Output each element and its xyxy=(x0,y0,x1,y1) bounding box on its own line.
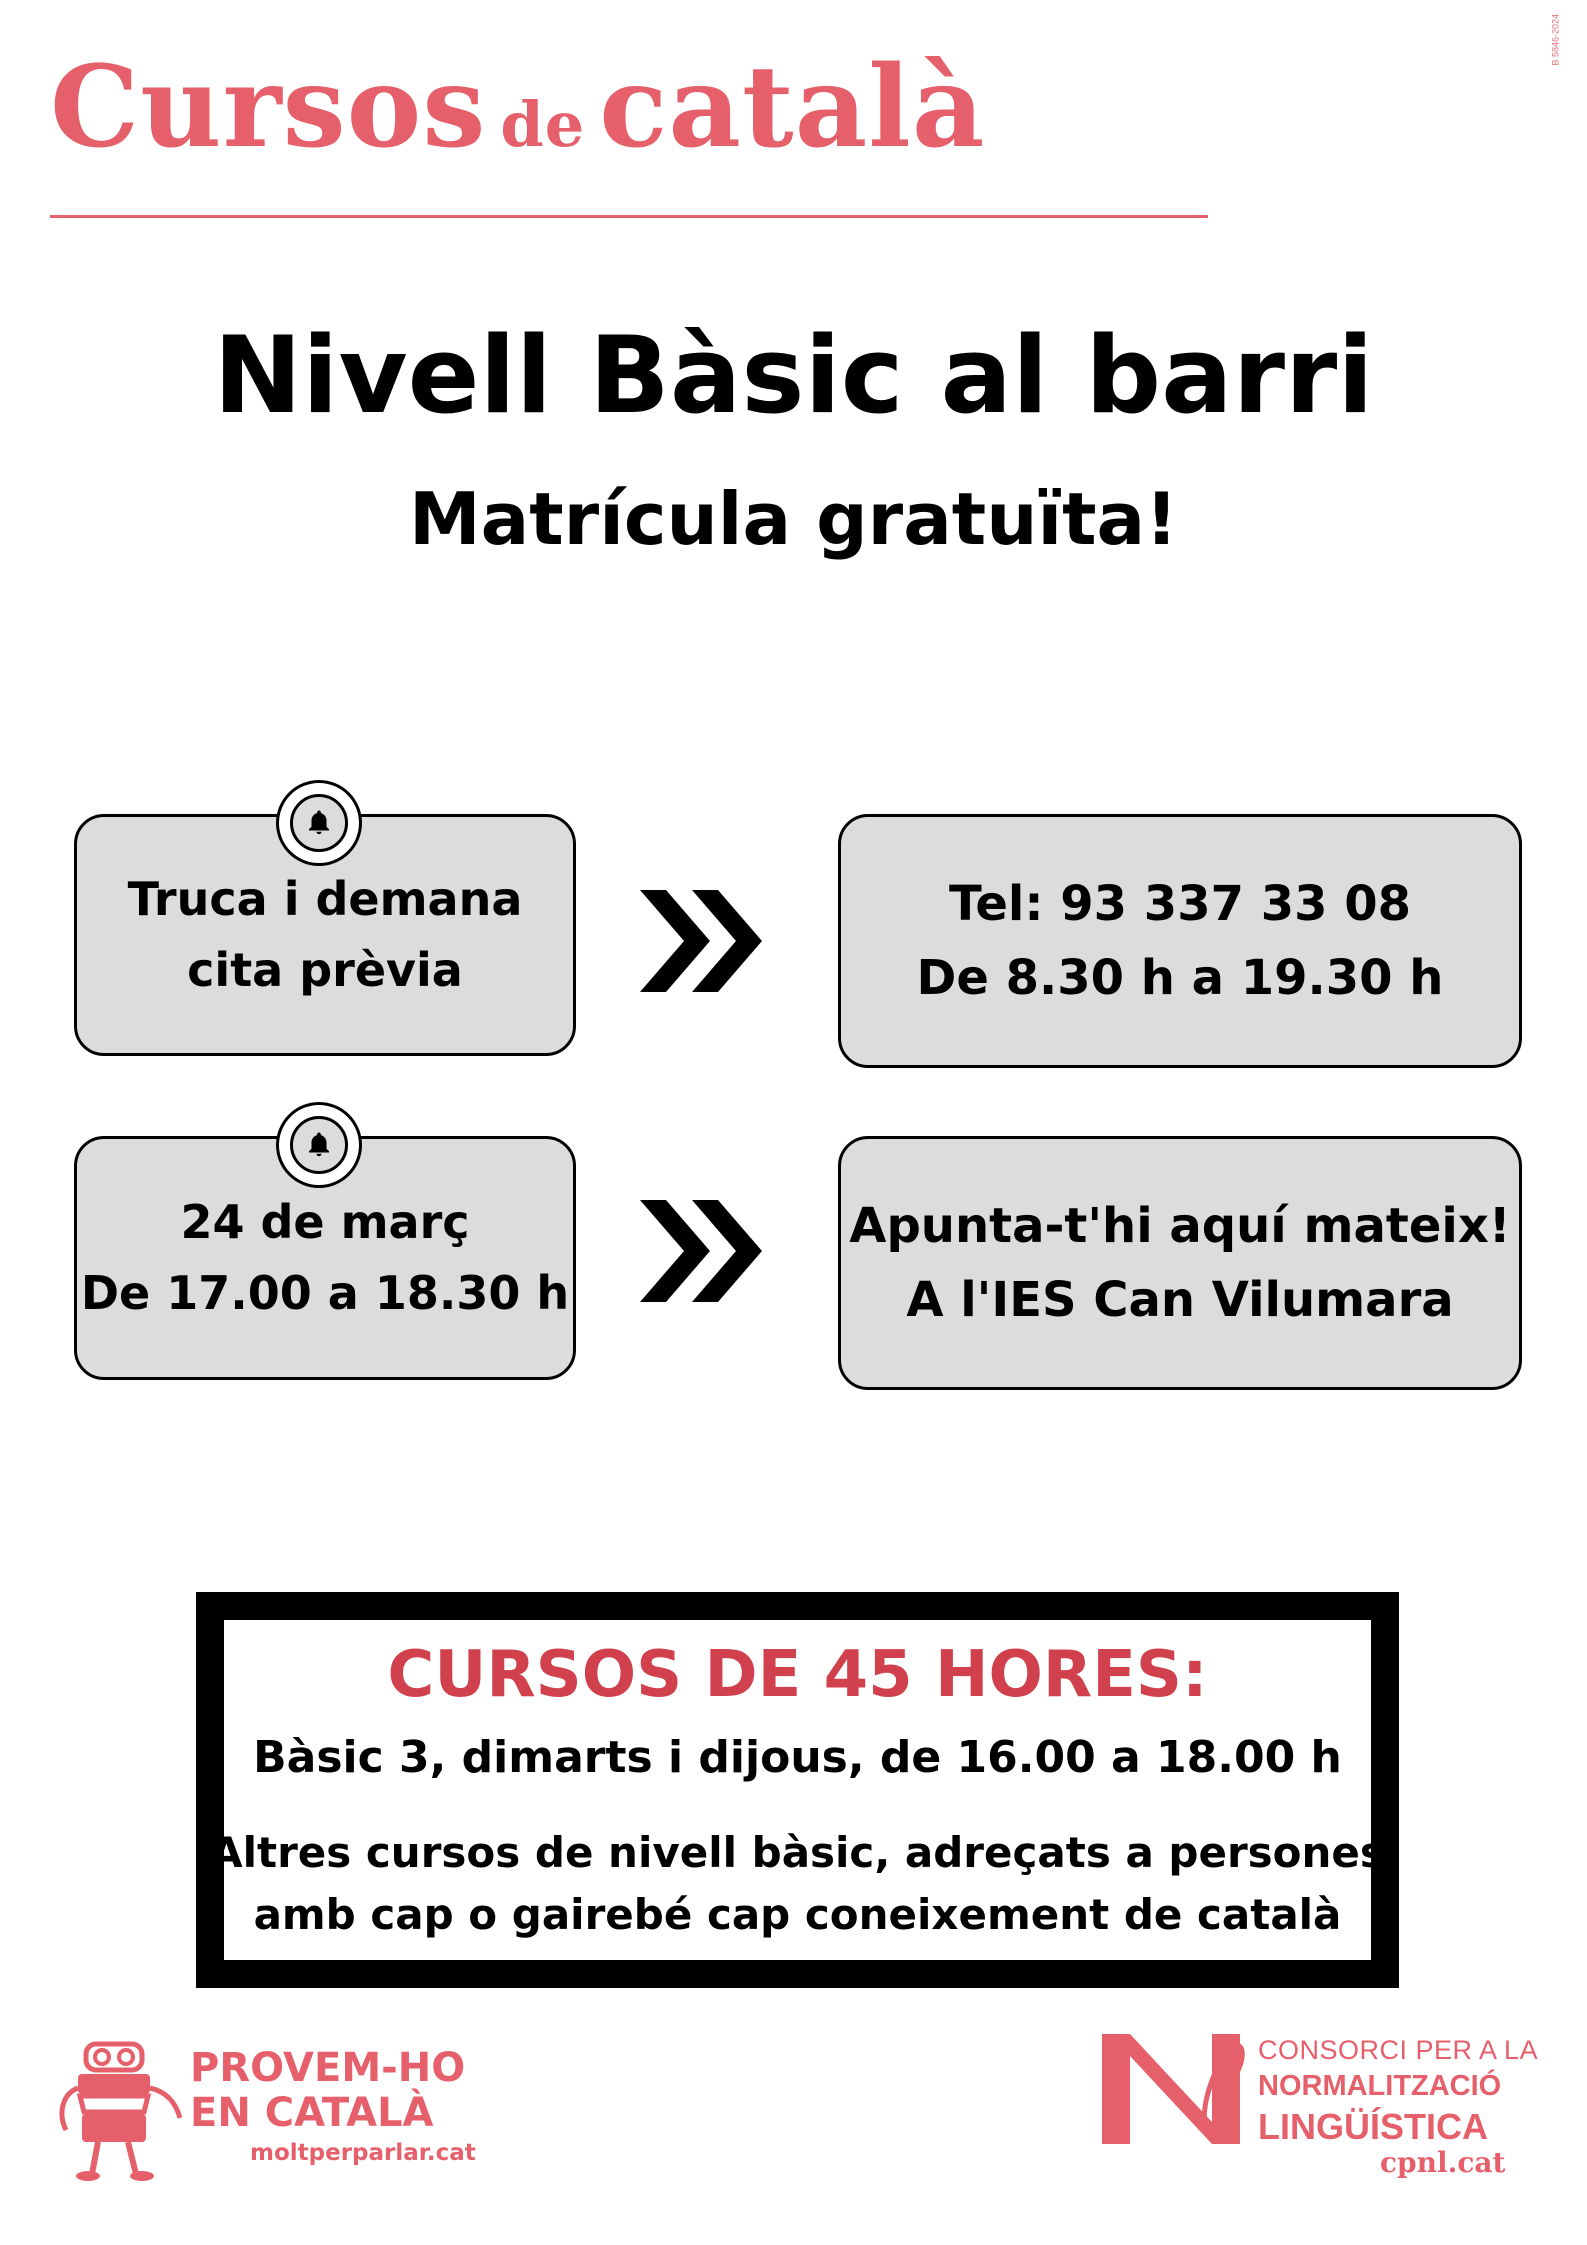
step2-right-box xyxy=(838,1136,1522,1390)
campaign-title-line2: EN CATALÀ xyxy=(190,2089,434,2136)
bell-icon xyxy=(276,1102,362,1188)
header-title xyxy=(50,42,986,173)
step2-signup: Apunta-t'hi aquí mateix! xyxy=(849,1197,1511,1254)
campaign-title xyxy=(190,2046,465,2136)
chevron-right-double-icon xyxy=(636,1196,766,1306)
cpnl-url: cpnl.cat xyxy=(1380,2146,1506,2179)
bell-icon xyxy=(276,780,362,866)
legal-deposit: B 5846-2024 xyxy=(1551,14,1561,66)
courses-note-line1: Altres cursos de nivell bàsic, adreçats a persones xyxy=(210,1828,1385,1877)
chevron-right-double-icon xyxy=(636,886,766,996)
cpnl-name-line1: CONSORCI PER A LA xyxy=(1258,2035,1539,2065)
header-word-catala: català xyxy=(599,42,986,173)
header-divider xyxy=(50,215,1208,218)
step1-hours: De 8.30 h a 19.30 h xyxy=(916,950,1444,1006)
step2-date: 24 de març xyxy=(180,1194,470,1249)
page-subtitle: Matrícula gratuïta! xyxy=(409,477,1178,561)
campaign-url: moltperparlar.cat xyxy=(250,2140,476,2166)
cpnl-logo-mark xyxy=(1102,2034,1248,2144)
header-word-cursos: Cursos xyxy=(50,42,487,173)
step1-left-line1: Truca i demana xyxy=(127,871,523,926)
campaign-mascot-logo xyxy=(52,2034,192,2184)
cpnl-name xyxy=(1258,2034,1538,2149)
campaign-title-line1: PROVEM-HO xyxy=(190,2045,466,2091)
step2-time: De 17.00 a 18.30 h xyxy=(80,1266,570,1320)
courses-note-line2: amb cap o gairebé cap coneixement de català xyxy=(253,1890,1342,1940)
step1-right-box xyxy=(838,814,1522,1068)
courses-heading: CURSOS DE 45 HORES: xyxy=(387,1638,1208,1712)
courses-schedule: Bàsic 3, dimarts i dijous, de 16.00 a 18.00 h xyxy=(253,1732,1342,1783)
cpnl-name-line2: NORMALITZACIÓ xyxy=(1258,2069,1502,2102)
cpnl-name-line3: LINGÜÍSTICA xyxy=(1258,2106,1488,2147)
header-word-de: de xyxy=(500,88,586,161)
step2-location: A l'IES Can Vilumara xyxy=(906,1272,1454,1328)
courses-note xyxy=(196,1822,1399,1946)
step1-left-line2: cita prèvia xyxy=(187,943,463,997)
page-title: Nivell Bàsic al barri xyxy=(213,314,1374,437)
step1-phone: Tel: 93 337 33 08 xyxy=(949,875,1411,932)
